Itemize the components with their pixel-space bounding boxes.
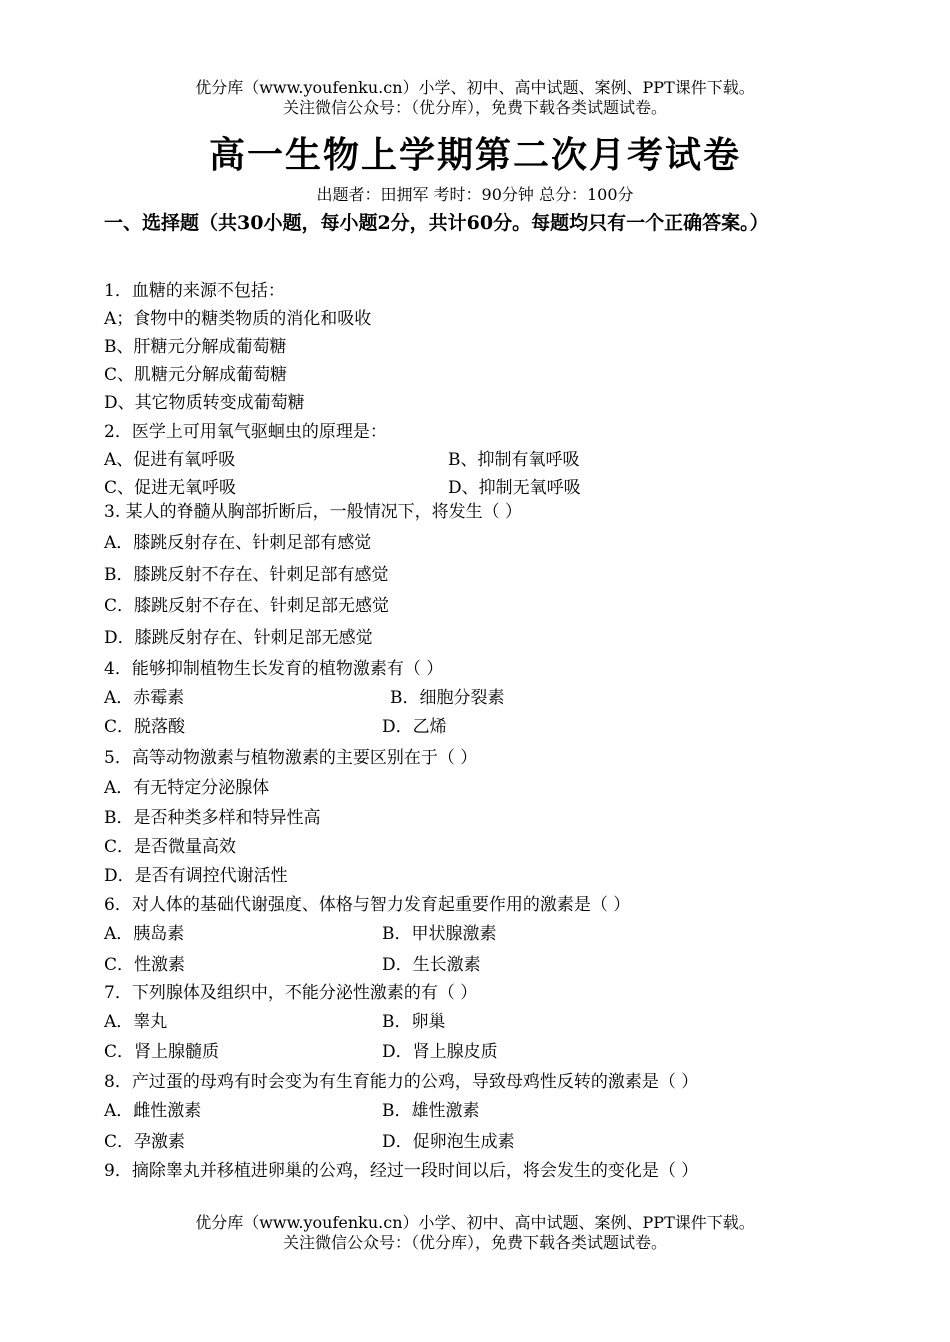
question-8-stem: 8．产过蛋的母鸡有时会变为有生育能力的公鸡，导致母鸡性反转的激素是（ ） [104, 1072, 699, 1092]
question-4-option-a: A．赤霉素 [104, 688, 185, 708]
question-1-option-c: C、肌糖元分解成葡萄糖 [104, 365, 288, 385]
question-8-option-b: B．雄性激素 [382, 1101, 480, 1121]
question-1-option-d: D、其它物质转变成葡萄糖 [104, 393, 305, 413]
question-3-option-d: D．膝跳反射存在、针刺足部无感觉 [104, 628, 373, 648]
question-1-option-b: B、肝糖元分解成葡萄糖 [104, 337, 287, 357]
question-8-option-a: A．雌性激素 [104, 1101, 202, 1121]
question-4-option-d: D．乙烯 [382, 717, 447, 737]
question-7-option-a: A．睾丸 [104, 1012, 168, 1032]
question-4-stem: 4．能够抑制植物生长发育的植物激素有（ ） [104, 659, 444, 679]
question-5-option-a: A．有无特定分泌腺体 [104, 778, 270, 798]
question-6-option-c: C．性激素 [104, 955, 186, 975]
question-2-option-c: C、促进无氧呼吸 [104, 478, 237, 498]
question-6-stem: 6．对人体的基础代谢强度、体格与智力发育起重要作用的激素是（ ） [104, 895, 631, 915]
question-5-option-d: D．是否有调控代谢活性 [104, 866, 288, 886]
question-3-option-b: B．膝跳反射不存在、针刺足部有感觉 [104, 565, 389, 585]
question-3-stem: 3. 某人的脊髓从胸部折断后，一般情况下，将发生（ ） [104, 502, 523, 522]
question-9-stem: 9．摘除睾丸并移植进卵巢的公鸡，经过一段时间以后，将会发生的变化是（ ） [104, 1161, 699, 1181]
question-4-option-b: B．细胞分裂素 [390, 688, 505, 708]
question-3-option-c: C．膝跳反射不存在、针刺足部无感觉 [104, 596, 390, 616]
question-3-option-a: A．膝跳反射存在、针刺足部有感觉 [104, 533, 372, 553]
question-4-option-c: C．脱落酸 [104, 717, 186, 737]
question-6-option-d: D．生长激素 [382, 955, 481, 975]
question-1-stem: 1．血糖的来源不包括： [104, 281, 285, 301]
question-2-stem: 2．医学上可用氧气驱蛔虫的原理是： [104, 422, 387, 442]
question-5-option-c: C．是否微量高效 [104, 837, 237, 857]
question-7-option-c: C．肾上腺髓质 [104, 1042, 220, 1062]
question-5-stem: 5．高等动物激素与植物激素的主要区别在于（ ） [104, 748, 478, 768]
exam-meta: 出题者：田拥军 考时：90分钟 总分：100分 [316, 185, 634, 204]
question-7-option-b: B．卵巢 [382, 1012, 446, 1032]
question-1-option-a: A；食物中的糖类物质的消化和吸收 [104, 309, 372, 329]
question-5-option-b: B．是否种类多样和特异性高 [104, 808, 321, 828]
question-2-option-a: A、促进有氧呼吸 [104, 450, 236, 470]
header-line-2: 关注微信公众号：（优分库），免费下载各类试题试卷。 [282, 98, 667, 117]
section-heading: 一、选择题（共30小题，每小题2分，共计60分。每题均只有一个正确答案。） [104, 212, 769, 234]
question-7-option-d: D．肾上腺皮质 [382, 1042, 498, 1062]
footer-line-2: 关注微信公众号：（优分库），免费下载各类试题试卷。 [282, 1233, 667, 1252]
question-7-stem: 7．下列腺体及组织中，不能分泌性激素的有（ ） [104, 983, 478, 1003]
question-6-option-b: B．甲状腺激素 [382, 924, 497, 944]
question-2-option-b: B、抑制有氧呼吸 [448, 450, 580, 470]
footer-line-1: 优分库（www.youfenku.cn）小学、初中、高中试题、案例、PPT课件下载。 [195, 1213, 755, 1232]
question-2-option-d: D、抑制无氧呼吸 [448, 478, 581, 498]
page-title: 高一生物上学期第二次月考试卷 [208, 134, 741, 176]
header-line-1: 优分库（www.youfenku.cn）小学、初中、高中试题、案例、PPT课件下载。 [195, 78, 755, 97]
question-8-option-d: D．促卵泡生成素 [382, 1132, 515, 1152]
question-8-option-c: C．孕激素 [104, 1132, 186, 1152]
question-6-option-a: A．胰岛素 [104, 924, 185, 944]
